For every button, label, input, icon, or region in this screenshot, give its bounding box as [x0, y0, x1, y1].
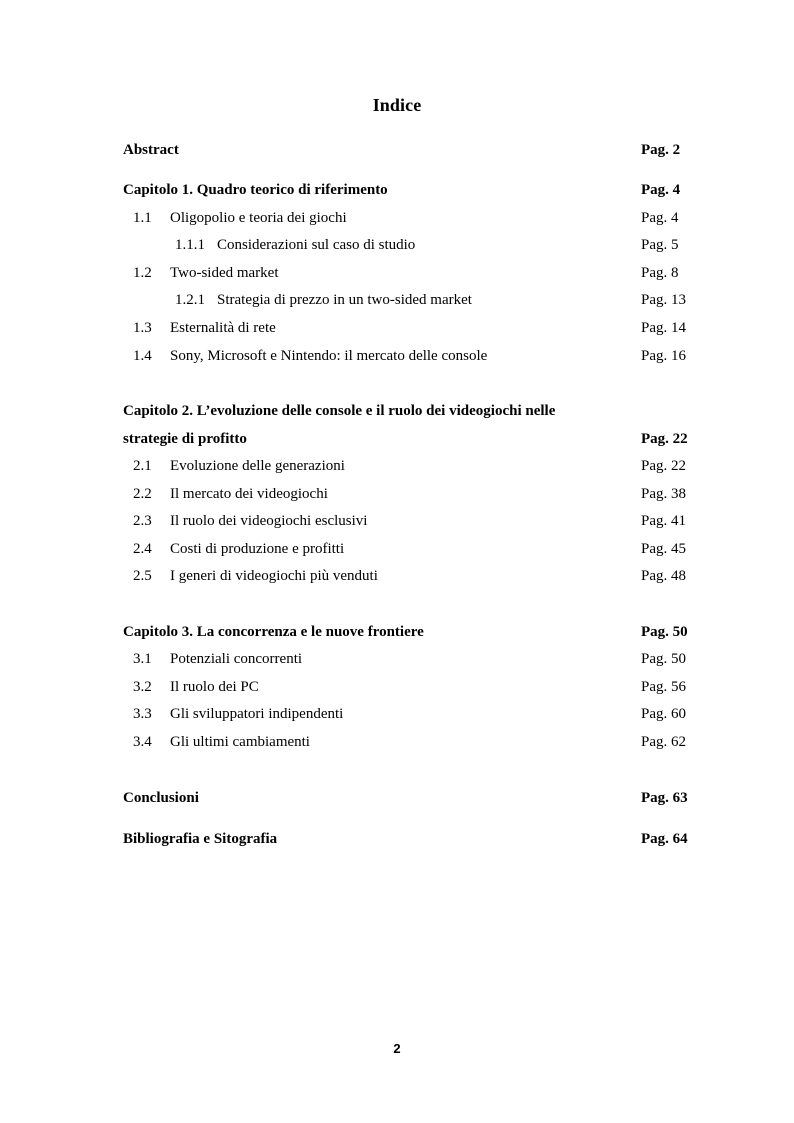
toc-entry-page: Pag. 48	[641, 568, 686, 584]
toc-entry-page: Pag. 45	[641, 541, 686, 557]
toc-entry-page: Pag. 50	[641, 651, 686, 667]
toc-entry-title: Costi di produzione e profitti	[170, 541, 345, 557]
toc-entry-title: Abstract	[123, 142, 179, 158]
toc-entry-title-continued: strategie di profitto	[123, 431, 247, 447]
toc-section-2-4[interactable]	[0, 538, 794, 560]
toc-entry-number: 2.4	[133, 541, 152, 557]
toc-entry-title: Gli ultimi cambiamenti	[170, 734, 310, 750]
toc-entry-title: Sony, Microsoft e Nintendo: il mercato delle console	[170, 348, 488, 364]
toc-entry-page: Pag. 22	[641, 431, 688, 447]
toc-section-1-2[interactable]	[0, 262, 794, 284]
toc-chapter-2-line2[interactable]	[0, 428, 794, 450]
toc-entry-page: Pag. 38	[641, 486, 686, 502]
toc-entry-page: Pag. 60	[641, 706, 686, 722]
toc-entry-page: Pag. 64	[641, 831, 688, 847]
toc-section-3-4[interactable]	[0, 731, 794, 753]
toc-section-2-5[interactable]	[0, 565, 794, 587]
toc-entry-number: 1.4	[133, 348, 152, 364]
toc-entry-number: 2.1	[133, 458, 152, 474]
toc-entry-page: Pag. 2	[641, 142, 681, 158]
toc-entry-abstract[interactable]	[0, 139, 794, 161]
toc-entry-title: Capitolo 1. Quadro teorico di riferimento	[123, 182, 388, 198]
toc-entry-title: Il ruolo dei videogiochi esclusivi	[170, 513, 368, 529]
toc-section-2-1[interactable]	[0, 455, 794, 477]
toc-entry-title: Bibliografia e Sitografia	[123, 831, 278, 847]
toc-entry-page: Pag. 16	[641, 348, 686, 364]
toc-entry-title: Oligopolio e teoria dei giochi	[170, 210, 347, 226]
toc-chapter-3[interactable]	[0, 621, 794, 643]
toc-entry-bibliografia[interactable]	[0, 828, 794, 850]
toc-entry-title: Il ruolo dei PC	[170, 679, 259, 695]
page-title: Indice	[372, 95, 422, 115]
toc-entry-page: Pag. 13	[641, 292, 686, 308]
toc-entry-title: Capitolo 2. L’evoluzione delle console e il ruolo dei videogiochi nelle	[123, 403, 556, 419]
toc-entry-title: Considerazioni sul caso di studio	[217, 237, 416, 253]
toc-entry-number: 3.1	[133, 651, 152, 667]
toc-chapter-2-line1[interactable]	[0, 400, 794, 422]
toc-entry-page: Pag. 63	[641, 790, 688, 806]
toc-section-1-4[interactable]	[0, 345, 794, 367]
toc-section-1-2-1[interactable]	[0, 289, 794, 311]
toc-entry-title: Il mercato dei videogiochi	[170, 486, 328, 502]
toc-section-2-3[interactable]	[0, 510, 794, 532]
page-number: 2	[393, 1041, 401, 1056]
toc-entry-title: Potenziali concorrenti	[170, 651, 303, 667]
toc-entry-number: 2.3	[133, 513, 152, 529]
toc-entry-number: 1.1	[133, 210, 152, 226]
toc-entry-number: 3.3	[133, 706, 152, 722]
toc-entry-page: Pag. 62	[641, 734, 686, 750]
toc-entry-title: Two-sided market	[170, 265, 279, 281]
toc-section-3-3[interactable]	[0, 703, 794, 725]
toc-entry-title: Capitolo 3. La concorrenza e le nuove frontiere	[123, 624, 424, 640]
toc-section-1-3[interactable]	[0, 317, 794, 339]
toc-entry-conclusioni[interactable]	[0, 787, 794, 809]
toc-entry-number: 3.2	[133, 679, 152, 695]
toc-entry-page: Pag. 41	[641, 513, 686, 529]
toc-entry-title: Strategia di prezzo in un two-sided market	[217, 292, 472, 308]
toc-entry-number: 3.4	[133, 734, 152, 750]
toc-entry-page: Pag. 56	[641, 679, 686, 695]
toc-entry-title: Evoluzione delle generazioni	[170, 458, 345, 474]
toc-entry-page: Pag. 5	[641, 237, 679, 253]
toc-entry-number: 1.2	[133, 265, 152, 281]
toc-entry-number: 2.5	[133, 568, 152, 584]
toc-entry-title: Gli sviluppatori indipendenti	[170, 706, 344, 722]
toc-entry-number: 1.1.1	[175, 237, 205, 253]
toc-entry-title: Conclusioni	[123, 790, 199, 806]
toc-section-3-2[interactable]	[0, 676, 794, 698]
toc-section-3-1[interactable]	[0, 648, 794, 670]
toc-section-1-1[interactable]	[0, 207, 794, 229]
toc-entry-page: Pag. 4	[641, 182, 681, 198]
toc-entry-number: 2.2	[133, 486, 152, 502]
toc-entry-page: Pag. 8	[641, 265, 679, 281]
toc-entry-number: 1.2.1	[175, 292, 205, 308]
toc-section-1-1-1[interactable]	[0, 234, 794, 256]
toc-entry-page: Pag. 4	[641, 210, 679, 226]
toc-section-2-2[interactable]	[0, 483, 794, 505]
toc-entry-page: Pag. 22	[641, 458, 686, 474]
toc-entry-page: Pag. 14	[641, 320, 686, 336]
toc-entry-title: I generi di videogiochi più venduti	[170, 568, 378, 584]
toc-entry-title: Esternalità di rete	[170, 320, 276, 336]
toc-entry-page: Pag. 50	[641, 624, 688, 640]
toc-chapter-1[interactable]	[0, 179, 794, 201]
toc-entry-number: 1.3	[133, 320, 152, 336]
